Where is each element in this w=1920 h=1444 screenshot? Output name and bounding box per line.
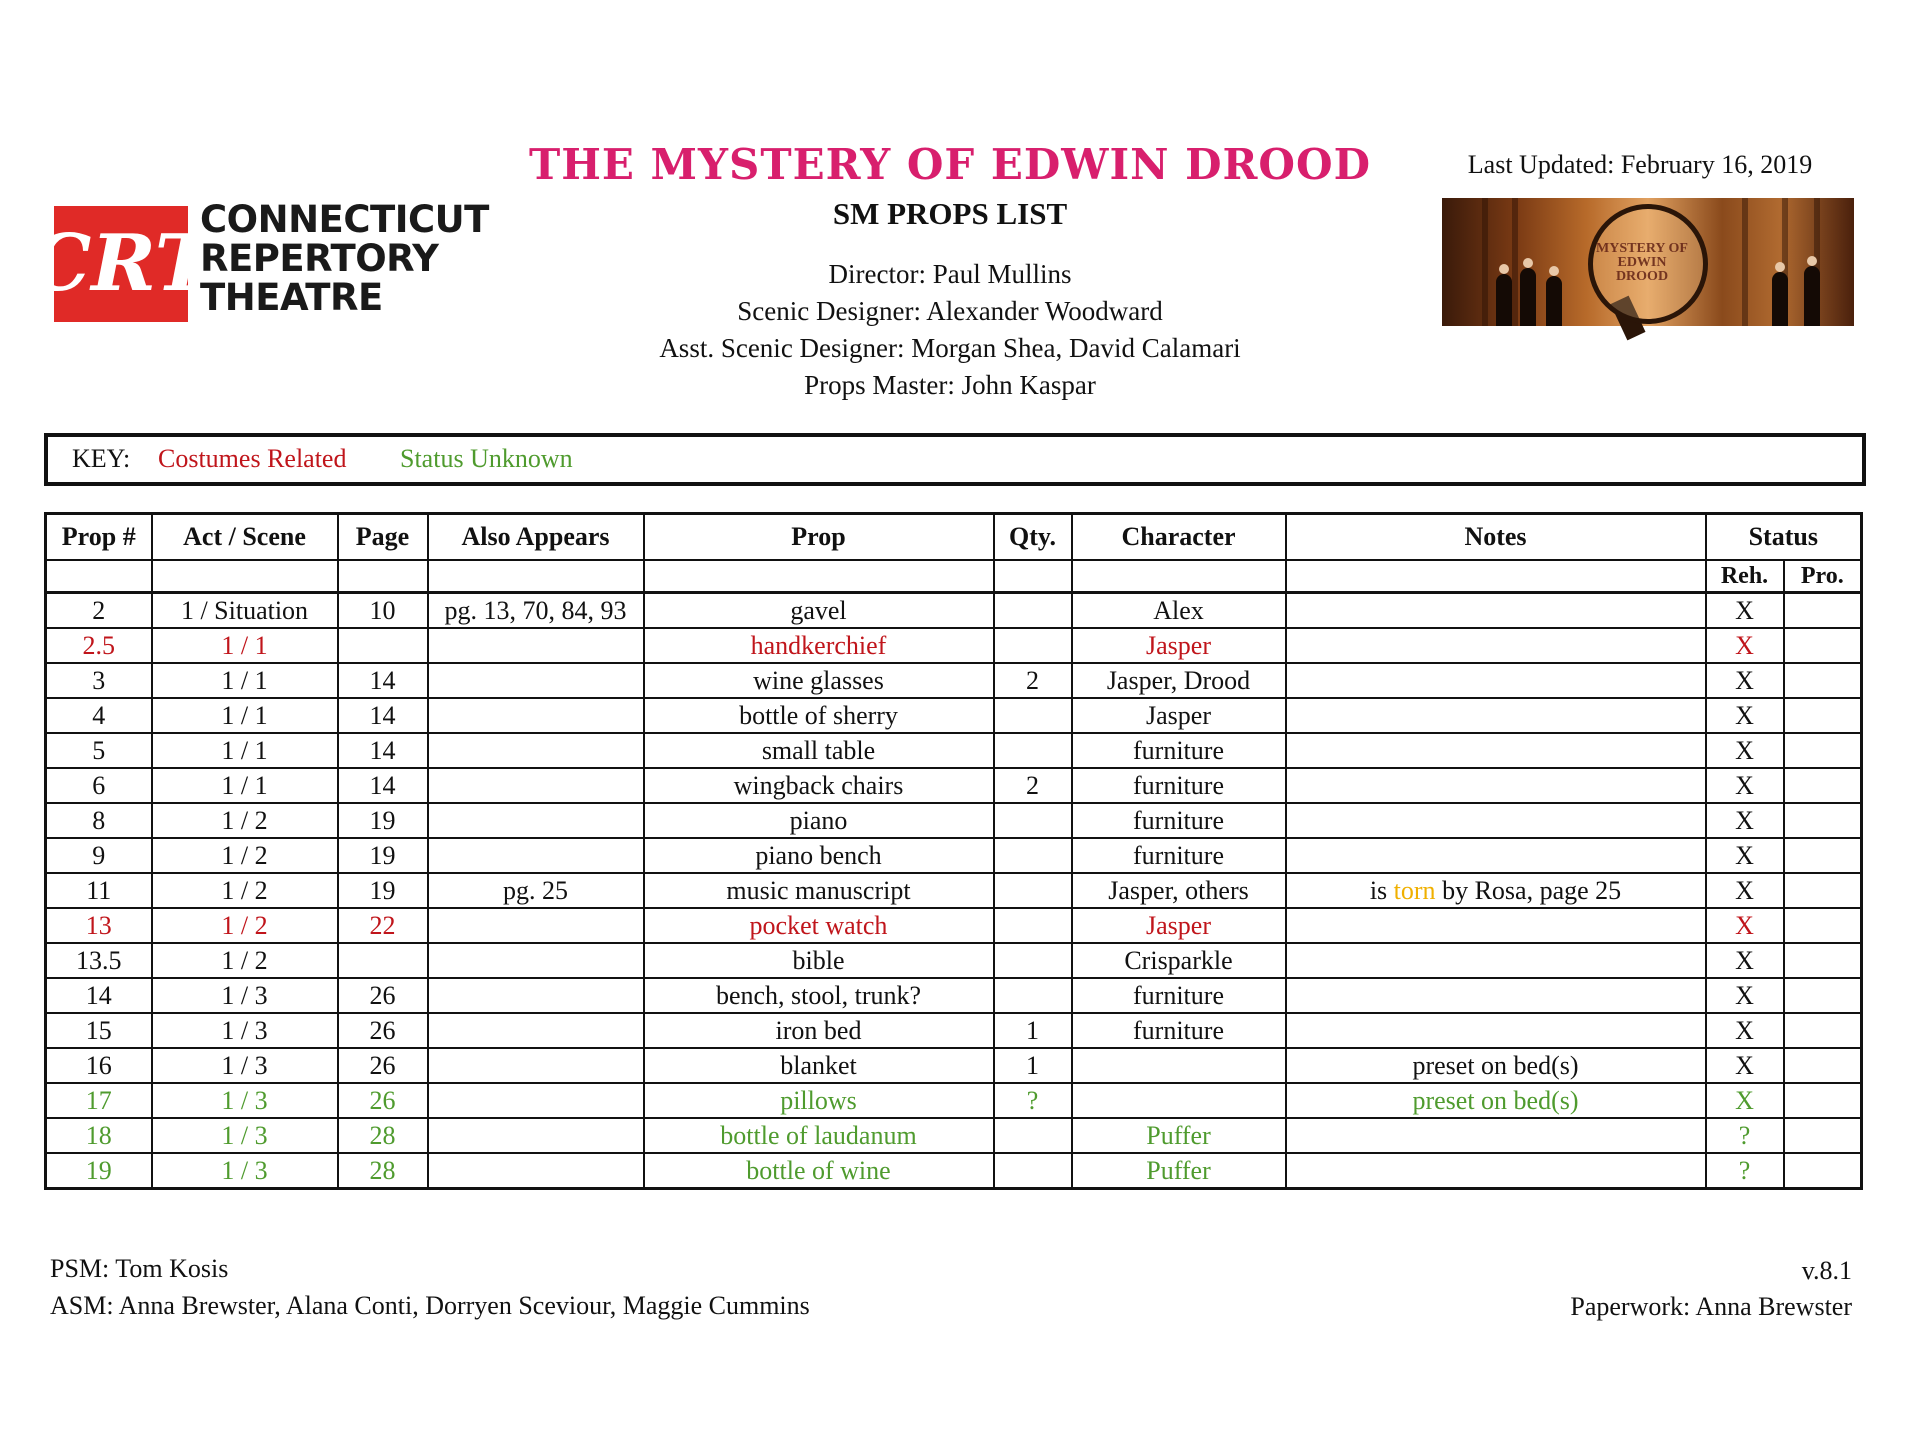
cell-status-rehearsal: X	[1706, 943, 1784, 978]
svg-text:CRT: CRT	[29, 218, 213, 309]
table-row	[46, 1048, 1862, 1083]
cell-status-production	[1784, 698, 1862, 733]
theatre-name-line-3: THEATRE	[200, 276, 383, 319]
cell-status-rehearsal: ?	[1706, 1153, 1784, 1189]
cell-notes	[1286, 663, 1706, 698]
cell-notes	[1286, 698, 1706, 733]
cell-status-production	[1784, 1153, 1862, 1189]
footer-paperwork: Paperwork: Anna Brewster	[1570, 1292, 1852, 1321]
cell-notes	[1286, 768, 1706, 803]
last-updated: Last Updated: February 16, 2019	[1467, 150, 1813, 179]
key-costumes-related: Costumes Related	[158, 444, 347, 473]
cell-act-scene: 1 / 3	[152, 978, 338, 1013]
header-blank	[1286, 560, 1706, 593]
cell-act-scene: 1 / 3	[152, 1153, 338, 1189]
header-page: Page	[338, 514, 428, 561]
header-blank	[644, 560, 994, 593]
cell-prop: piano bench	[644, 838, 994, 873]
cell-prop: bible	[644, 943, 994, 978]
header-notes: Notes	[1286, 514, 1706, 561]
cell-prop: piano	[644, 803, 994, 838]
cell-prop-number: 4	[46, 698, 152, 733]
cell-act-scene: 1 / 3	[152, 1118, 338, 1153]
cell-qty	[994, 593, 1072, 629]
cell-also-appears	[428, 943, 644, 978]
cell-qty	[994, 908, 1072, 943]
cell-notes	[1286, 943, 1706, 978]
cell-status-production	[1784, 733, 1862, 768]
cell-character	[1072, 1083, 1286, 1118]
cell-prop-number: 13.5	[46, 943, 152, 978]
header-blank	[152, 560, 338, 593]
cell-character: furniture	[1072, 803, 1286, 838]
cell-page: 14	[338, 733, 428, 768]
cell-also-appears	[428, 1083, 644, 1118]
cell-qty	[994, 873, 1072, 908]
crt-logo-icon	[29, 206, 213, 322]
cell-also-appears	[428, 663, 644, 698]
cell-qty: 2	[994, 768, 1072, 803]
cell-also-appears	[428, 733, 644, 768]
cell-also-appears	[428, 1048, 644, 1083]
table-row	[46, 1083, 1862, 1118]
cell-page: 26	[338, 978, 428, 1013]
cell-status-production	[1784, 803, 1862, 838]
cell-page: 26	[338, 1083, 428, 1118]
table-row	[46, 628, 1862, 663]
cell-prop-number: 18	[46, 1118, 152, 1153]
table-row	[46, 1153, 1862, 1189]
cell-prop-number: 15	[46, 1013, 152, 1048]
notes-highlight: torn	[1393, 875, 1436, 905]
cell-prop-number: 8	[46, 803, 152, 838]
cell-also-appears	[428, 768, 644, 803]
cell-also-appears	[428, 908, 644, 943]
header-character: Character	[1072, 514, 1286, 561]
cell-act-scene: 1 / 3	[152, 1083, 338, 1118]
notes-text: is	[1369, 875, 1394, 905]
cell-act-scene: 1 / Situation	[152, 593, 338, 629]
cell-page	[338, 943, 428, 978]
header-prop-number: Prop #	[46, 514, 152, 561]
cell-prop: bench, stool, trunk?	[644, 978, 994, 1013]
header-rehearsal: Reh.	[1706, 560, 1784, 593]
cell-status-production	[1784, 1118, 1862, 1153]
cell-qty: ?	[994, 1083, 1072, 1118]
header-production: Pro.	[1784, 560, 1862, 593]
cell-act-scene: 1 / 1	[152, 628, 338, 663]
header-blank	[428, 560, 644, 593]
header-also-appears: Also Appears	[428, 514, 644, 561]
cell-character: furniture	[1072, 768, 1286, 803]
table-row	[46, 873, 1862, 908]
cell-also-appears	[428, 803, 644, 838]
cell-status-production	[1784, 873, 1862, 908]
cell-status-rehearsal: X	[1706, 733, 1784, 768]
cell-status-production	[1784, 908, 1862, 943]
cell-status-rehearsal: X	[1706, 873, 1784, 908]
cell-page: 14	[338, 698, 428, 733]
cell-qty	[994, 943, 1072, 978]
credit-asst-scenic-designer: Asst. Scenic Designer: Morgan Shea, David Calamari	[659, 333, 1241, 363]
cell-qty	[994, 733, 1072, 768]
cell-status-production	[1784, 1013, 1862, 1048]
cell-status-rehearsal: ?	[1706, 1118, 1784, 1153]
header-prop: Prop	[644, 514, 994, 561]
credit-props-master: Props Master: John Kaspar	[804, 370, 1096, 400]
key-label: KEY:	[72, 444, 131, 473]
theatre-name-line-1: CONNECTICUT	[200, 198, 489, 241]
cell-act-scene: 1 / 1	[152, 698, 338, 733]
cell-prop: music manuscript	[644, 873, 994, 908]
cell-act-scene: 1 / 1	[152, 768, 338, 803]
cell-status-production	[1784, 768, 1862, 803]
cell-status-production	[1784, 1048, 1862, 1083]
cell-status-production	[1784, 1083, 1862, 1118]
cell-notes	[1286, 733, 1706, 768]
cell-notes	[1286, 593, 1706, 629]
cell-also-appears: pg. 13, 70, 84, 93	[428, 593, 644, 629]
cell-notes: preset on bed(s)	[1286, 1083, 1706, 1118]
cell-status-rehearsal: X	[1706, 768, 1784, 803]
cell-notes	[1286, 838, 1706, 873]
cell-prop-number: 3	[46, 663, 152, 698]
cell-notes	[1286, 978, 1706, 1013]
cell-status-rehearsal: X	[1706, 908, 1784, 943]
cell-character: Crisparkle	[1072, 943, 1286, 978]
cell-prop: handkerchief	[644, 628, 994, 663]
cell-character: Jasper, others	[1072, 873, 1286, 908]
cell-prop: blanket	[644, 1048, 994, 1083]
cell-act-scene: 1 / 2	[152, 838, 338, 873]
cell-status-rehearsal: X	[1706, 1013, 1784, 1048]
cell-prop-number: 19	[46, 1153, 152, 1189]
cell-page: 28	[338, 1118, 428, 1153]
cell-page: 22	[338, 908, 428, 943]
table-row	[46, 803, 1862, 838]
cell-notes	[1286, 628, 1706, 663]
cell-prop: pillows	[644, 1083, 994, 1118]
theatre-logo	[29, 198, 504, 328]
cell-qty	[994, 1153, 1072, 1189]
cell-qty	[994, 803, 1072, 838]
credit-director: Director: Paul Mullins	[828, 259, 1072, 289]
cell-act-scene: 1 / 2	[152, 803, 338, 838]
cell-prop-number: 13	[46, 908, 152, 943]
table-row	[46, 698, 1862, 733]
cell-also-appears	[428, 1153, 644, 1189]
cell-qty	[994, 628, 1072, 663]
table-row	[46, 978, 1862, 1013]
cell-character: Alex	[1072, 593, 1286, 629]
poster-title-text: MYSTERY OF EDWIN DROOD	[1596, 241, 1688, 284]
cell-character: Puffer	[1072, 1118, 1286, 1153]
cell-qty	[994, 698, 1072, 733]
cell-page: 10	[338, 593, 428, 629]
cell-page: 14	[338, 768, 428, 803]
cell-qty	[994, 978, 1072, 1013]
props-table	[44, 512, 1863, 1190]
table-row	[46, 768, 1862, 803]
table-row	[46, 1118, 1862, 1153]
cell-notes	[1286, 1153, 1706, 1189]
footer-asm: ASM: Anna Brewster, Alana Conti, Dorryen Sceviour, Maggie Cummins	[50, 1291, 810, 1320]
cell-prop: bottle of wine	[644, 1153, 994, 1189]
cell-status-rehearsal: X	[1706, 593, 1784, 629]
cell-prop-number: 17	[46, 1083, 152, 1118]
cell-character: Puffer	[1072, 1153, 1286, 1189]
cell-prop: small table	[644, 733, 994, 768]
cell-qty: 1	[994, 1048, 1072, 1083]
cell-also-appears	[428, 838, 644, 873]
cell-also-appears	[428, 698, 644, 733]
cell-prop-number: 11	[46, 873, 152, 908]
color-key	[44, 433, 1866, 486]
cell-character: furniture	[1072, 733, 1286, 768]
theatre-name-line-2: REPERTORY	[200, 237, 439, 280]
cell-act-scene: 1 / 2	[152, 908, 338, 943]
cell-prop-number: 5	[46, 733, 152, 768]
cell-prop-number: 14	[46, 978, 152, 1013]
cell-also-appears	[428, 628, 644, 663]
cell-status-rehearsal: X	[1706, 1083, 1784, 1118]
cell-status-rehearsal: X	[1706, 978, 1784, 1013]
cell-page: 28	[338, 1153, 428, 1189]
cell-notes	[1286, 1013, 1706, 1048]
cell-status-production	[1784, 663, 1862, 698]
cell-page: 19	[338, 803, 428, 838]
cell-prop-number: 2.5	[46, 628, 152, 663]
cell-character: furniture	[1072, 1013, 1286, 1048]
cell-status-rehearsal: X	[1706, 698, 1784, 733]
show-poster-image	[1442, 198, 1854, 326]
cell-prop-number: 6	[46, 768, 152, 803]
cell-status-production	[1784, 943, 1862, 978]
cell-notes	[1286, 908, 1706, 943]
cell-prop: wingback chairs	[644, 768, 994, 803]
cell-prop-number: 2	[46, 593, 152, 629]
cell-qty	[994, 1118, 1072, 1153]
cell-also-appears	[428, 1118, 644, 1153]
cell-character: Jasper	[1072, 628, 1286, 663]
cell-qty	[994, 838, 1072, 873]
cell-prop-number: 16	[46, 1048, 152, 1083]
cell-status-production	[1784, 978, 1862, 1013]
cell-character: Jasper	[1072, 908, 1286, 943]
cell-page	[338, 628, 428, 663]
cell-status-production	[1784, 593, 1862, 629]
cell-character: Jasper, Drood	[1072, 663, 1286, 698]
table-row	[46, 943, 1862, 978]
header-blank	[1072, 560, 1286, 593]
cell-prop: bottle of sherry	[644, 698, 994, 733]
credit-scenic-designer: Scenic Designer: Alexander Woodward	[737, 296, 1163, 326]
table-row	[46, 663, 1862, 698]
cell-page: 19	[338, 838, 428, 873]
cell-act-scene: 1 / 3	[152, 1013, 338, 1048]
cell-prop: iron bed	[644, 1013, 994, 1048]
header-status: Status	[1706, 514, 1862, 561]
cell-character: Jasper	[1072, 698, 1286, 733]
cell-act-scene: 1 / 3	[152, 1048, 338, 1083]
footer-psm: PSM: Tom Kosis	[50, 1254, 229, 1283]
cell-also-appears	[428, 1013, 644, 1048]
cell-notes	[1286, 1118, 1706, 1153]
show-title: THE MYSTERY OF EDWIN DROOD	[528, 140, 1372, 189]
table-row	[46, 908, 1862, 943]
cell-prop: gavel	[644, 593, 994, 629]
cell-status-rehearsal: X	[1706, 803, 1784, 838]
cell-status-production	[1784, 838, 1862, 873]
header-act-scene: Act / Scene	[152, 514, 338, 561]
cell-status-production	[1784, 628, 1862, 663]
header-blank	[338, 560, 428, 593]
cell-character	[1072, 1048, 1286, 1083]
cell-page: 14	[338, 663, 428, 698]
cell-prop: bottle of laudanum	[644, 1118, 994, 1153]
document-subtitle: SM PROPS LIST	[832, 196, 1068, 231]
theatre-name	[200, 200, 510, 317]
cell-notes	[1286, 873, 1706, 908]
cell-page: 26	[338, 1048, 428, 1083]
cell-status-rehearsal: X	[1706, 1048, 1784, 1083]
cell-notes: preset on bed(s)	[1286, 1048, 1706, 1083]
footer-version: v.8.1	[1801, 1256, 1852, 1285]
cell-status-rehearsal: X	[1706, 663, 1784, 698]
cell-act-scene: 1 / 2	[152, 873, 338, 908]
notes-text: by Rosa, page 25	[1435, 875, 1622, 905]
key-status-unknown: Status Unknown	[400, 444, 573, 473]
cell-prop-number: 9	[46, 838, 152, 873]
cell-status-rehearsal: X	[1706, 628, 1784, 663]
table-row	[46, 838, 1862, 873]
header-blank	[46, 560, 152, 593]
cell-page: 26	[338, 1013, 428, 1048]
cell-prop: pocket watch	[644, 908, 994, 943]
cell-prop: wine glasses	[644, 663, 994, 698]
cell-status-rehearsal: X	[1706, 838, 1784, 873]
header-blank	[994, 560, 1072, 593]
props-table-body	[46, 593, 1862, 1189]
cell-act-scene: 1 / 1	[152, 733, 338, 768]
cell-character: furniture	[1072, 978, 1286, 1013]
table-row	[46, 1013, 1862, 1048]
cell-qty: 2	[994, 663, 1072, 698]
header-qty: Qty.	[994, 514, 1072, 561]
cell-character: furniture	[1072, 838, 1286, 873]
cell-qty: 1	[994, 1013, 1072, 1048]
cell-page: 19	[338, 873, 428, 908]
cell-act-scene: 1 / 1	[152, 663, 338, 698]
cell-notes	[1286, 803, 1706, 838]
cell-also-appears: pg. 25	[428, 873, 644, 908]
table-row	[46, 593, 1862, 629]
cell-also-appears	[428, 978, 644, 1013]
cell-act-scene: 1 / 2	[152, 943, 338, 978]
table-row	[46, 733, 1862, 768]
